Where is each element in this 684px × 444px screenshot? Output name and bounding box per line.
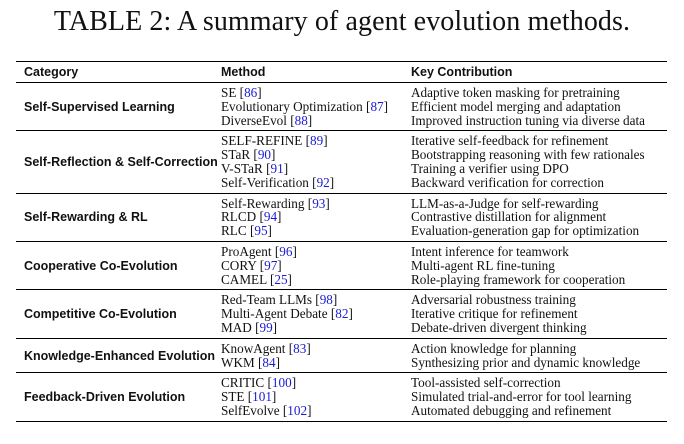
method-name: CAMEL [25]: [221, 271, 292, 287]
citation-link[interactable]: 86: [244, 85, 258, 100]
contribution-cell: [411, 197, 667, 238]
citation-link[interactable]: 88: [294, 112, 308, 128]
method-name: DiverseEvol [88]: [221, 112, 313, 128]
citation-link[interactable]: 94: [263, 209, 278, 225]
method-cell: [221, 134, 411, 189]
key-contribution: Debate-driven divergent thinking: [411, 319, 587, 335]
table-group: [16, 194, 667, 241]
table-header: [16, 62, 667, 82]
method-name: Red-Team LLMs [98]: [221, 292, 338, 308]
citation-link[interactable]: 25: [274, 271, 288, 287]
group-category: Feedback-Driven Evolution: [24, 390, 186, 405]
group-category: Self-Supervised Learning: [24, 99, 175, 114]
table-group: [16, 373, 667, 420]
citation-link[interactable]: 87: [370, 98, 384, 114]
method-cell: [221, 197, 411, 238]
method-name: V-STaR [91]: [221, 160, 289, 176]
key-contribution: Automated debugging and refinement: [411, 402, 612, 418]
method-name: RLC [95]: [221, 223, 272, 239]
group-category: Competitive Co-Evolution: [24, 307, 177, 322]
citation-link[interactable]: 99: [259, 319, 273, 335]
method-name: MAD [99]: [221, 319, 278, 335]
table-caption: TABLE 2: A summary of agent evolution methods.: [53, 6, 631, 37]
method-name: CRITIC [100]: [221, 375, 297, 391]
key-contribution: Tool-assisted self-correction: [411, 375, 561, 391]
key-contribution: Efficient model merging and adaptation: [411, 98, 621, 114]
contribution-cell: [411, 134, 667, 189]
citation-link[interactable]: 98: [319, 292, 333, 308]
header-method: Method: [221, 65, 266, 79]
key-contribution: Adaptive token masking for pretraining: [411, 85, 620, 100]
header-category: Category: [24, 65, 79, 79]
summary-table: [16, 61, 667, 422]
method-name: KnowAgent [83]: [221, 340, 311, 356]
key-contribution: Improved instruction tuning via diverse data: [411, 112, 646, 128]
citation-link[interactable]: 93: [312, 195, 326, 211]
citation-link[interactable]: 92: [316, 174, 330, 190]
table-body: [16, 83, 667, 422]
key-contribution: Adversarial robustness training: [411, 292, 576, 308]
method-name: STaR [90]: [221, 147, 276, 163]
key-contribution: Synthesizing prior and dynamic knowledge: [411, 354, 641, 370]
citation-link[interactable]: 95: [254, 223, 268, 239]
method-name: Evolutionary Optimization [87]: [221, 98, 389, 114]
contribution-cell: [411, 86, 667, 127]
method-name: Self-Verification [92]: [221, 174, 335, 190]
table-group: [16, 83, 667, 130]
key-contribution: Intent inference for teamwork: [411, 243, 569, 259]
key-contribution: Training a verifier using DPO: [411, 160, 569, 176]
contribution-cell: [411, 376, 667, 417]
citation-link[interactable]: 84: [262, 354, 276, 370]
key-contribution: Simulated trial-and-error for tool learning: [411, 389, 632, 405]
table-group: [16, 290, 667, 337]
key-contribution: Contrastive distillation for alignment: [411, 209, 607, 225]
citation-link[interactable]: 82: [335, 306, 349, 322]
citation-link[interactable]: 90: [257, 147, 271, 163]
key-contribution: Bootstrapping reasoning with few rationales: [411, 147, 645, 163]
method-name: Multi-Agent Debate [82]: [221, 306, 353, 322]
key-contribution: Evaluation-generation gap for optimization: [411, 223, 640, 239]
citation-link[interactable]: 101: [252, 389, 272, 405]
group-category: Cooperative Co-Evolution: [24, 258, 178, 273]
method-name: CORY [97]: [221, 257, 282, 273]
key-contribution: Backward verification for correction: [411, 174, 604, 190]
key-contribution: Action knowledge for planning: [411, 340, 577, 356]
method-name: ProAgent [96]: [221, 243, 297, 259]
citation-link[interactable]: 100: [271, 375, 292, 391]
method-name: SelfEvolve [102]: [221, 402, 312, 418]
method-name: WKM [84]: [221, 354, 280, 370]
table-group: [16, 339, 667, 373]
key-contribution: Iterative critique for refinement: [411, 306, 578, 322]
method-name: SE [86]: [221, 85, 262, 100]
contribution-cell: [411, 245, 667, 286]
method-cell: [221, 342, 411, 370]
method-name: STE [101]: [221, 389, 277, 405]
contribution-cell: [411, 342, 667, 370]
method-cell: [221, 86, 411, 127]
table-group: [16, 131, 667, 192]
group-category: Self-Reflection & Self-Correction: [24, 154, 218, 169]
citation-link[interactable]: 96: [279, 243, 293, 259]
method-cell: [221, 245, 411, 286]
method-cell: [221, 376, 411, 417]
group-category: Self-Rewarding & RL: [24, 210, 148, 225]
key-contribution: Role-playing framework for cooperation: [411, 271, 626, 287]
method-name: Self-Rewarding [93]: [221, 195, 330, 211]
method-name: RLCD [94]: [221, 209, 282, 225]
group-category: Knowledge-Enhanced Evolution: [24, 348, 215, 363]
header-contribution: Key Contribution: [411, 65, 513, 79]
contribution-cell: [411, 293, 667, 334]
citation-link[interactable]: 91: [270, 160, 284, 176]
bottom-rule: [16, 421, 667, 422]
citation-link[interactable]: 83: [293, 340, 307, 356]
table-group: [16, 242, 667, 289]
citation-link[interactable]: 89: [310, 133, 324, 149]
method-name: SELF-REFINE [89]: [221, 133, 328, 149]
citation-link[interactable]: 102: [287, 402, 308, 418]
key-contribution: Iterative self-feedback for refinement: [411, 133, 609, 149]
method-cell: [221, 293, 411, 334]
citation-link[interactable]: 97: [264, 257, 278, 273]
key-contribution: LLM-as-a-Judge for self-rewarding: [411, 195, 599, 211]
key-contribution: Multi-agent RL fine-tuning: [411, 257, 555, 273]
